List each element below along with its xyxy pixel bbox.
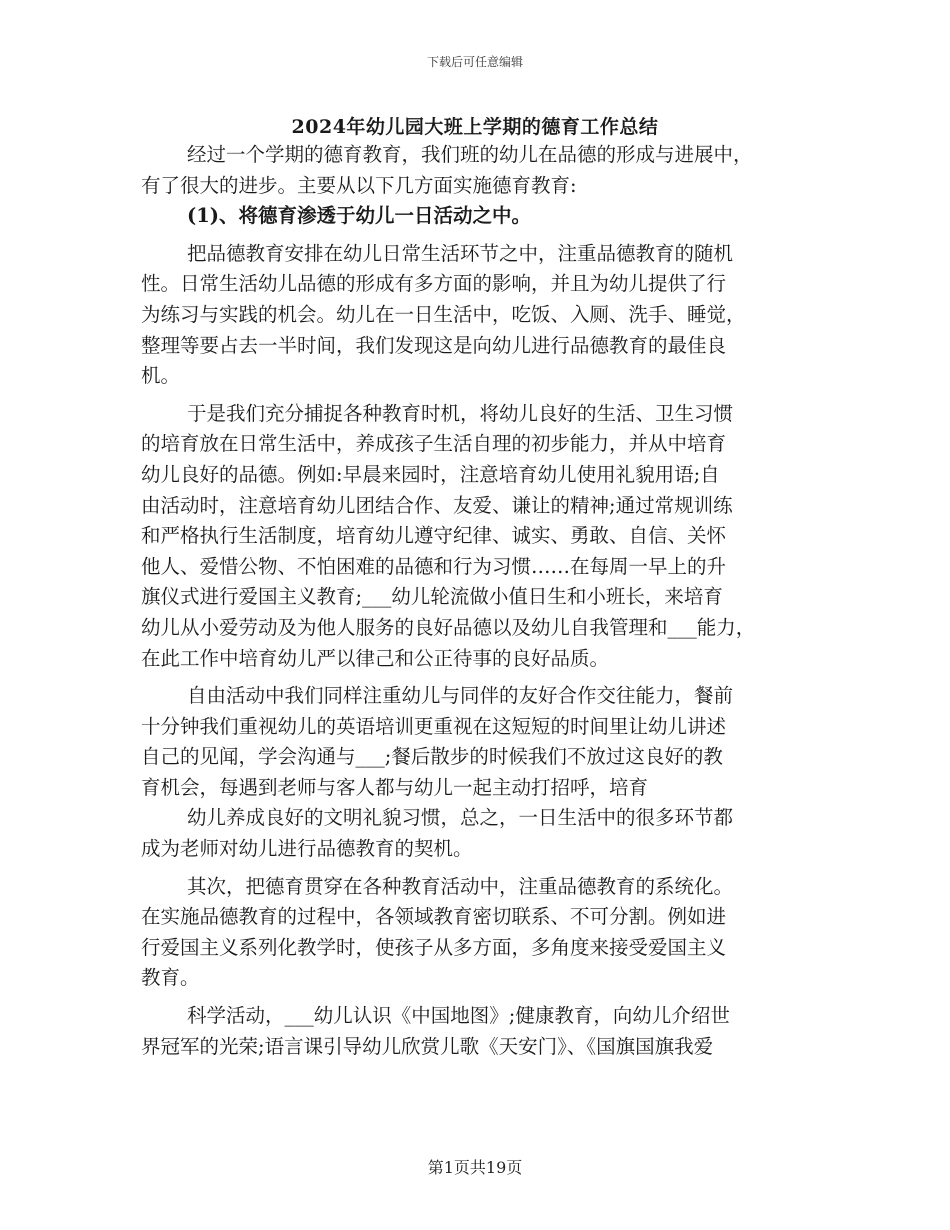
body-line: 科学活动，___幼儿认识《中国地图》;健康教育，向幼儿介绍世: [187, 1004, 730, 1028]
body-line: 幼儿良好的品德。例如:早晨来园时，注意培育幼儿使用礼貌用语;自: [141, 462, 720, 486]
body-line: 在此工作中培育幼儿严以律己和公正待事的良好品质。: [141, 646, 610, 670]
body-line: 经过一个学期的德育教育，我们班的幼儿在品德的形成与进展中，: [187, 143, 753, 166]
body-line: 由活动时，注意培育幼儿团结合作、友爱、谦让的精神;通过常规训练: [141, 493, 733, 517]
body-line: 他人、爱惜公物、不怕困难的品德和行为习惯……在每周一早上的升: [141, 554, 727, 578]
header-note: 下载后可任意编辑: [426, 55, 523, 69]
body-line: 把品德教育安排在幼儿日常生活环节之中，注重品德教育的随机: [187, 241, 734, 265]
body-line: 旗仪式进行爱国主义教育;___幼儿轮流做小值日生和小班长，来培育: [141, 585, 723, 609]
body-line: 在实施品德教育的过程中，各领域教育密切联系、不可分割。例如进: [141, 905, 727, 929]
section-heading: (1)、将德育渗透于幼儿一日活动之中。: [187, 204, 532, 228]
body-line: 有了很大的进步。主要从以下几方面实施德育教育:: [141, 173, 577, 197]
body-line: 的培育放在日常生活中，养成孩子生活自理的初步能力，并从中培育: [141, 432, 727, 456]
body-line: 机。: [141, 364, 181, 388]
body-line: 幼儿养成良好的文明礼貌习惯，总之，一日生活中的很多环节都: [187, 806, 734, 830]
page-number: 第1页共19页: [427, 1158, 523, 1177]
body-line: 幼儿从小爱劳动及为他人服务的良好品德以及幼儿自我管理和___能力，: [141, 615, 756, 639]
body-line: 育机会，每遇到老师与客人都与幼儿一起主动打招呼，培育: [141, 775, 649, 799]
body-line: 性。日常生活幼儿品德的形成有多方面的影响，并且为幼儿提供了行: [141, 272, 727, 296]
body-line: 教育。: [141, 966, 200, 990]
body-line: 于是我们充分捕捉各种教育时机，将幼儿良好的生活、卫生习惯: [187, 401, 734, 425]
body-line: 界冠军的光荣;语言课引导幼儿欣赏儿歌《天安门》、《国旗国旗我爱: [141, 1034, 714, 1058]
body-line: 成为老师对幼儿进行品德教育的契机。: [141, 837, 473, 861]
body-line: 十分钟我们重视幼儿的英语培训更重视在这短短的时间里让幼儿讲述: [141, 714, 727, 738]
body-line: 其次，把德育贯穿在各种教育活动中，注重品德教育的系统化。: [187, 874, 734, 898]
document-body: [141, 140, 821, 1062]
body-line: 自己的见闻，学会沟通与___;餐后散步的时候我们不放过这良好的教: [141, 745, 723, 769]
body-line: 行爱国主义系列化教学时，使孩子从多方面，多角度来接受爱国主义: [141, 935, 727, 959]
body-line: 为练习与实践的机会。幼儿在一日生活中，吃饭、入厕、洗手、睡觉，: [141, 302, 746, 326]
body-line: 整理等要占去一半时间，我们发现这是向幼儿进行品德教育的最佳良: [141, 333, 727, 357]
document-title: 2024年幼儿园大班上学期的德育工作总结: [291, 116, 659, 138]
body-line: 自由活动中我们同样注重幼儿与同伴的友好合作交往能力，餐前: [187, 684, 734, 708]
body-line: 和严格执行生活制度，培育幼儿遵守纪律、诚实、勇敢、自信、关怀: [141, 524, 727, 548]
